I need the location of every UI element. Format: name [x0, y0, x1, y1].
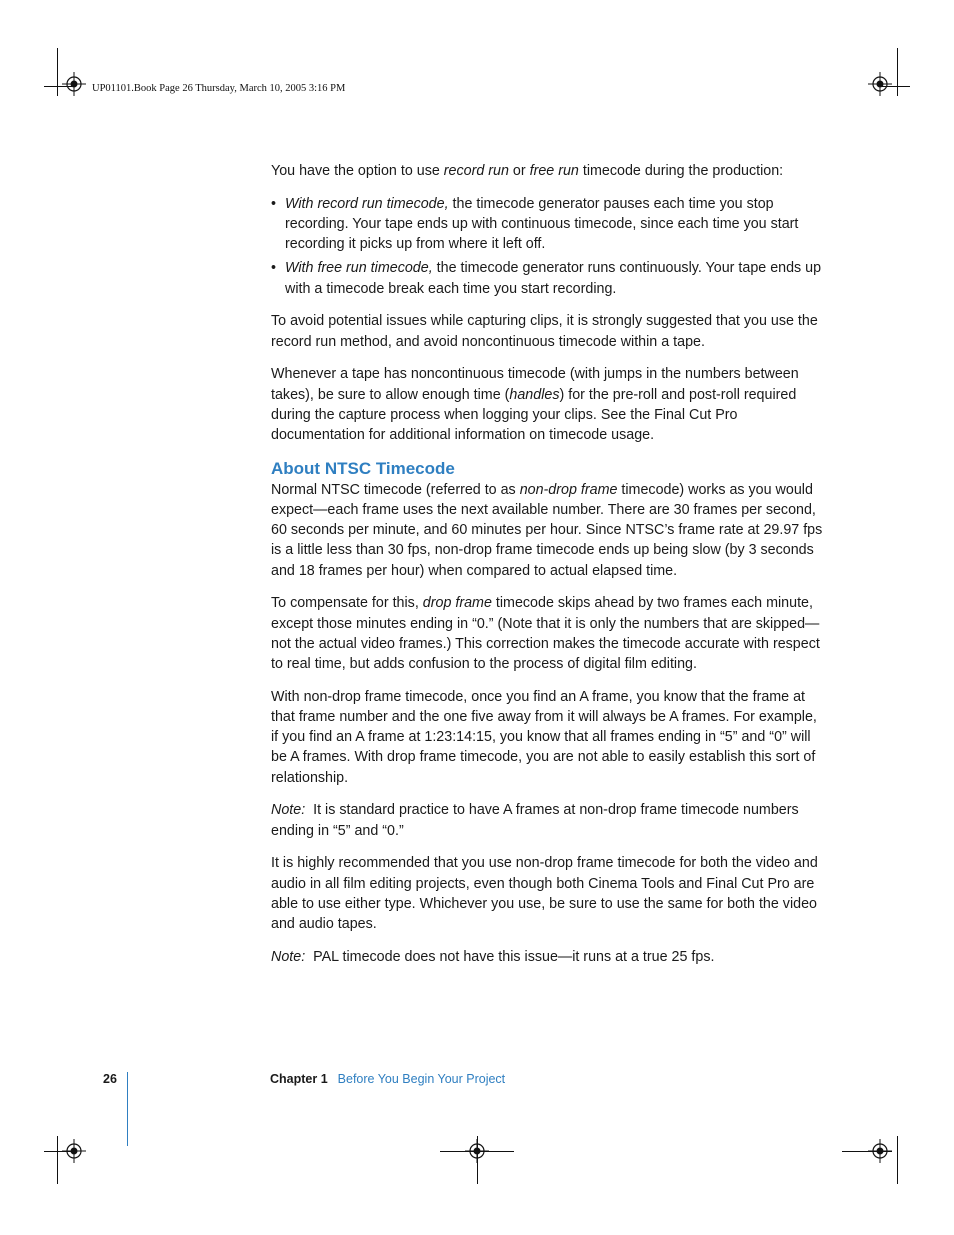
note-paragraph: Note: PAL timecode does not have this issue—it runs at a true 25 fps. [271, 948, 715, 965]
list-item: • With free run timecode, the timecode generator runs continuously. Your tape ends up with a timecode break each time you start recording. [271, 260, 822, 297]
timecode-options-list [271, 194, 827, 299]
crop-line [897, 48, 898, 96]
recommendation-paragraph: It is highly recommended that you use non-drop frame timecode for both the video and audio in all film editing projects, even though both Cinema Tools and Final Cut Pro are able to use either type. Whichever you use, be sure to use the same for both the video and audio tapes. [271, 855, 818, 933]
registration-mark-icon [868, 1139, 892, 1163]
registration-mark-icon [62, 1139, 86, 1163]
crop-line [57, 1136, 58, 1184]
a-frame-paragraph: With non-drop frame timecode, once you find an A frame, you know that the frame at that frame number and the one five away from it will always be A frames. For example, if you find an A frame at 1:23:14:15, you know that all frames ending in “5” and “0” will be A frames. With drop frame timecode, you are not able to easily establish this sort of relationship. [271, 688, 817, 786]
registration-mark-icon [868, 72, 892, 96]
crop-line [897, 1136, 898, 1184]
chapter-footer [270, 1072, 505, 1086]
handles-paragraph: Whenever a tape has noncontinuous timecode (with jumps in the numbers between takes), be sure to allow enough time (handles) for the pre-roll and post-roll required during the capture process when logging your clips. See the Final Cut Pro documentation for additional information on timecode usage. [271, 366, 799, 444]
crop-line [57, 48, 58, 96]
chapter-label: Chapter 1 [270, 1072, 328, 1086]
note-paragraph: Note: It is standard practice to have A frames at non-drop frame timecode numbers ending in “5” and “0.” [271, 802, 803, 839]
print-slug: UP01101.Book Page 26 Thursday, March 10, 2005 3:16 PM [92, 83, 346, 94]
page-number: 26 [103, 1072, 117, 1086]
drop-frame-paragraph: To compensate for this, drop frame timecode skips ahead by two frames each minute, except those minutes ending in “0.” (Note that it is only the numbers that are skipped—not the actual video frames.) This correction makes the timecode accurate with respect to real time, but adds confusion to the process of digital film editing. [271, 595, 820, 673]
registration-mark-icon [62, 72, 86, 96]
footer-divider [127, 1072, 128, 1146]
page-body [271, 161, 827, 980]
registration-mark-icon [465, 1139, 489, 1163]
avoid-issues-paragraph: To avoid potential issues while capturing clips, it is strongly suggested that you use the record run method, and avoid noncontinuous timecode within a tape. [271, 313, 818, 350]
chapter-title: Before You Begin Your Project [337, 1072, 506, 1086]
intro-paragraph: You have the option to use record run or free run timecode during the production: [271, 163, 784, 179]
ntsc-paragraph: Normal NTSC timecode (referred to as non-drop frame timecode) works as you would expect—each frame uses the next available number. There are 30 frames per second, 60 seconds per minute, and 60 minutes per hour. Since NTSC’s frame rate at 29.97 fps is a little less than 30 fps, non-drop frame timecode ends up being slow (by 3 seconds and 18 frames per hour) when compared to actual elapsed time. [271, 481, 823, 579]
section-heading: About NTSC Timecode [271, 458, 455, 478]
list-item: • With record run timecode, the timecode generator pauses each time you stop recording. Your tape ends up with continuous timecode, since each time you start recording it picks up from where it left off. [271, 195, 799, 253]
